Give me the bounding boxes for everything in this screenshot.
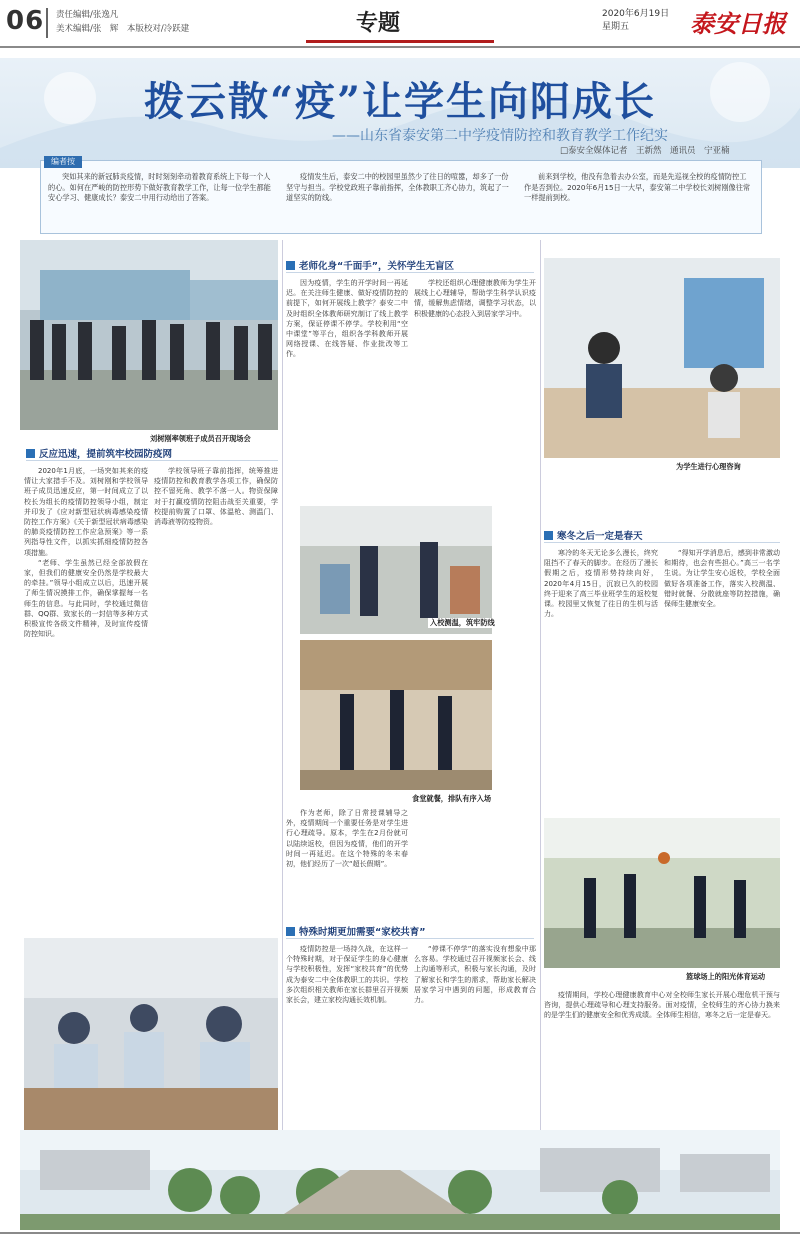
paragraph: 疫情防控是一场持久战，在这样一个特殊时期，对于保证学生的身心健康与学校积极性，发挥“家校共育”的优势成为泰安二中全体教职工的共识。学校多次组织相关教师在家长群里召开视频家长会，建立家校沟通长效机制。 — [286, 945, 408, 1005]
photo-counseling — [544, 258, 780, 458]
photo-campus-panorama — [20, 1130, 780, 1230]
section4-title: 寒冬之后一定是春天 — [557, 531, 643, 542]
editor-note-col3: 前来到学校，他没有急着去办公室，而是先巡视全校的疫情防控工作是否到位。2020年6月15日一大早，泰安第二中学校长刘树刚像往常一样提前到校。 — [524, 172, 751, 202]
photo-canteen — [300, 640, 492, 790]
photo-classroom-image — [24, 938, 278, 1134]
section-title: 专题 — [356, 10, 401, 36]
photo-meeting — [20, 240, 278, 430]
section4-column-c — [544, 990, 780, 1140]
credit-line: 美术编辑/张 辉 本版校对/冷跃建 — [56, 24, 190, 34]
section2-title: 老师化身“千面手”，关怀学生无盲区 — [299, 261, 454, 272]
paragraph: “得知开学消息后，感到非常激动和期待，也会有些担心。”高三一名学生说。为让学生安心返校，学校全面做好各项准备工作，落实入校测温、错时就餐、分散就座等防控措施，确保师生健康安全。 — [664, 549, 780, 609]
bottom-rule — [0, 1232, 800, 1234]
section1-header — [26, 446, 278, 461]
photo-basketball — [544, 818, 780, 968]
photo-temperature-check — [300, 506, 492, 634]
section3-column-b — [414, 944, 536, 1144]
photo-counseling-image — [544, 258, 780, 458]
paragraph: 学校还组织心理健康教师为学生开展线上心理辅导，帮助学生科学认识疫情，缓解焦虑情绪，调整学习状态，以积极健康的心态投入到居家学习中。 — [414, 279, 536, 318]
section1-column-b — [154, 466, 278, 936]
section4-column-a — [544, 548, 658, 810]
column-divider — [540, 240, 541, 1152]
date-text: 2020年6月19日 — [602, 9, 670, 19]
column-divider — [282, 240, 283, 1152]
editor-note-col2: 疫情发生后，泰安二中的校园里虽然少了往日的喧嚣，却多了一份坚守与担当。学校党政班子靠前指挥，全体教职工齐心协力，筑起了一道坚实的防线。 — [286, 172, 509, 202]
section3-column-a — [286, 944, 408, 1144]
section4-header — [544, 528, 780, 543]
section2-column-b — [414, 278, 536, 500]
weekday-text: 星期五 — [602, 22, 630, 32]
photo-canteen-caption: 食堂就餐，排队有序入场 — [412, 794, 492, 803]
section4-column-b — [664, 548, 780, 810]
photo-meeting-image — [20, 240, 278, 430]
masthead-divider — [46, 8, 48, 38]
section3-header — [286, 924, 534, 939]
headline-title: 拨云散“疫”让学生向阳成长 — [143, 78, 656, 125]
photo-classroom — [24, 938, 278, 1134]
editor-note-tag: 编者按 — [44, 156, 82, 168]
section-underline — [306, 40, 494, 43]
masthead — [0, 0, 800, 48]
paragraph: 疫情期间，学校心理健康教育中心对全校师生家长开展心理危机干预与咨询，提供心理疏导和心理支持服务。面对疫情，全校师生的齐心协力换来的是学生们的健康安全和优秀成绩。全体师生相信，寒冬之后一定是春天。 — [544, 991, 780, 1020]
photo-temperature-check-caption: 入校测温，筑牢防线 — [430, 618, 495, 627]
paragraph: 作为老师，除了日常授课辅导之外，疫情期间一个重要任务是对学生进行心理疏导。原本，学生在2月份就可以陆续返校，但因为疫情，他们的开学时间一再延迟。在这个特殊的冬末春初，他们经历了一次“超长假期”。 — [286, 809, 408, 869]
section3-title: 特殊时期更加需要“家校共育” — [299, 927, 426, 938]
section2-column-a — [286, 278, 408, 500]
section1-title: 反应迅速，提前筑牢校园防疫网 — [39, 449, 173, 460]
paragraph: “老师、学生虽然已经全部放假在家，但我们的健康安全仍然是学校最大的牵挂。”领导小组成立以后，迅速开展了师生情况摸排工作，确保掌握每一名师生的信息。与此同时，学校通过微信群、QQ群、致家长的一封信等多种方式积极宣传各级文件精神，及时宣传疫情防控知识。 — [24, 558, 148, 639]
photo-campus-panorama-image — [20, 1130, 780, 1230]
paragraph: 学校领导班子靠前指挥，统筹推进疫情防控和教育教学各项工作，确保防控不留死角、教学不落一人。物资保障对于打赢疫情防控阻击战至关重要，学校提前购置了口罩、体温枪、测温门、消毒液等防疫物资。 — [154, 467, 278, 527]
photo-basketball-caption: 篮球场上的阳光体育运动 — [686, 972, 766, 981]
paragraph: 2020年1月底，一场突如其来的疫情让大家措手不及。刘树刚和学校领导班子成员迅速反应，第一时间成立了以校长为组长的疫情防控领导小组，制定并印发了《应对新型冠状病毒感染疫情防控工作方案》《关于新型冠状病毒感染的肺炎疫情防控工作应急预案》等一系列指导性文件，以抓实抓细疫情防控各项措施。 — [24, 467, 148, 557]
newspaper-logo: 泰安日报 — [690, 9, 786, 38]
paragraph: “停课不停学”的落实没有想象中那么容易。学校通过召开视频家长会、线上沟通等形式，积极与家长沟通，及时了解家长和学生的需求，帮助家长解决居家学习中遇到的问题，形成教育合力。 — [414, 945, 536, 1005]
photo-temperature-check-image — [300, 506, 492, 634]
section-marker-icon — [544, 531, 553, 540]
photo-basketball-image — [544, 818, 780, 968]
issue-date — [602, 8, 669, 34]
photo-meeting-caption: 刘树刚率领班子成员召开现场会 — [150, 434, 251, 443]
section2-column-c — [286, 808, 408, 918]
photo-counseling-caption: 为学生进行心理咨询 — [676, 462, 741, 471]
section-marker-icon — [286, 261, 295, 270]
credit-line: 责任编辑/张逸凡 — [56, 10, 119, 20]
paragraph: 因为疫情，学生的开学时间一再延迟。在关注师生健康、做好疫情防控的前提下，如何开展线上教学？泰安二中及时组织全体教师研究制订了线上教学方案，保证停课不停学。学校利用“空中课堂”等平台，组织各学科教师开展网络授课、在线答疑、作业批改等工作。 — [286, 279, 408, 359]
section-marker-icon — [26, 449, 35, 458]
section-marker-icon — [286, 927, 295, 936]
byline: □泰安全媒体记者 王新然 通讯员 宁亚楠 — [560, 146, 730, 156]
editor-note-col1: 突如其来的新冠肺炎疫情，时时刻刻牵动着教育系统上下每一个人的心。如何在严峻的防控形势下做好教育教学工作，让每一位学生都能安心学习、健康成长？泰安二中用行动给出了答案。 — [48, 172, 271, 202]
photo-canteen-image — [300, 640, 492, 790]
headline-subtitle: ——山东省泰安第二中学疫情防控和教育教学工作纪实 — [332, 128, 668, 144]
page-number: 06 — [6, 6, 45, 36]
paragraph: 寒冷的冬天无论多么漫长，终究阻挡不了春天的脚步。在经历了漫长假期之后，疫情形势持续向好，2020年4月15日，沉寂已久的校园终于迎来了高三毕业班学生的返校复课。校园里又恢复了往日的生机与活力。 — [544, 549, 658, 619]
section2-header — [286, 258, 534, 273]
section1-column-a — [24, 466, 148, 936]
